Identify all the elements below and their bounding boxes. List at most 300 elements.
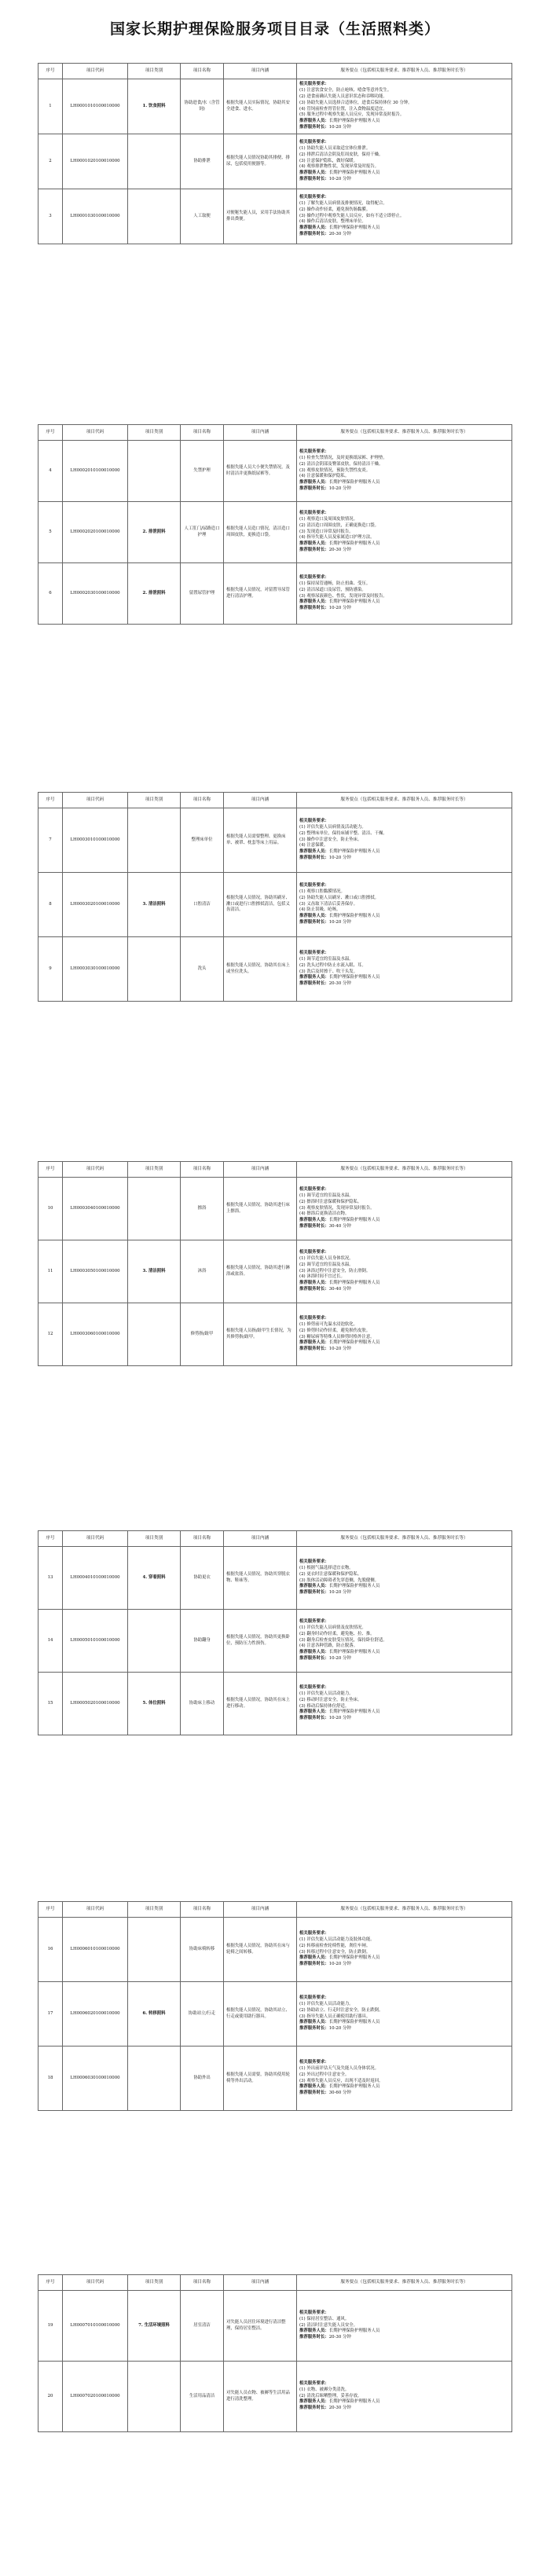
header-notes: 服务要点（包括相关服务要求、推荐服务人员、推荐服务时长等） bbox=[297, 64, 512, 79]
project-content: 根据失能人员情况，协助其穿脱衣物、鞋袜等。 bbox=[224, 1547, 297, 1610]
duration-label: 推荐服务时长： bbox=[299, 2406, 329, 2411]
requirement-item: (4) 观察排泄物性状，发现异常及时报告。 bbox=[299, 164, 379, 170]
staff-label: 推荐服务人员： bbox=[299, 1281, 329, 1286]
requirements-label: 相关服务要求： bbox=[299, 883, 329, 889]
recommended-staff bbox=[299, 1281, 509, 1287]
service-notes bbox=[297, 1303, 512, 1366]
project-content: 对失能人员衣物、被褥等生活用品进行清洗整理。 bbox=[224, 2362, 297, 2432]
requirement-item: (3) 义齿取下清洁后妥善保存。 bbox=[299, 901, 358, 907]
staff-label: 推荐服务人员： bbox=[299, 225, 329, 231]
staff-value: 长期护理保险护理服务人员 bbox=[328, 480, 380, 486]
requirement-item: (2) 排泄后清洁会阴及肛周皮肤，保持干燥。 bbox=[299, 152, 383, 157]
recommended-duration bbox=[299, 606, 509, 612]
staff-label: 推荐服务人员： bbox=[299, 599, 329, 605]
table-row bbox=[38, 1547, 512, 1610]
duration-label: 推荐服务时长： bbox=[299, 1656, 329, 1662]
project-code: LH0003010100010000 bbox=[63, 808, 128, 873]
service-notes bbox=[297, 1982, 512, 2047]
table-row bbox=[38, 134, 512, 189]
staff-value: 长期护理保险护理服务人员 bbox=[328, 1650, 380, 1655]
staff-value: 长期护理保险护理服务人员 bbox=[328, 2329, 380, 2334]
header-code: 项目代码 bbox=[63, 1902, 128, 1918]
row-number: 5 bbox=[38, 502, 63, 563]
project-name: 整理床单位 bbox=[181, 808, 224, 873]
project-code: LH0003030100010000 bbox=[63, 937, 128, 1002]
requirement-item: (4) 操作后清洁皮肤，整理床单位。 bbox=[299, 219, 366, 225]
requirement-item: (2) 协助站立、行走时注意安全，防止跌倒。 bbox=[299, 2007, 383, 2013]
header-no: 序号 bbox=[38, 1902, 63, 1918]
recommended-duration bbox=[299, 1962, 509, 1968]
project-name: 失禁护理 bbox=[181, 441, 224, 502]
recommended-staff bbox=[299, 2084, 509, 2090]
project-name: 留置尿管护理 bbox=[181, 563, 224, 625]
row-number: 6 bbox=[38, 563, 63, 625]
project-content: 根据失能人员情况，协助其在床上或坐位洗头。 bbox=[224, 937, 297, 1002]
requirement-item: (1) 外出前评估天气及失能人员身体状况。 bbox=[299, 2065, 379, 2071]
table-header-row bbox=[38, 1902, 512, 1918]
staff-value: 长期护理保险护理服务人员 bbox=[328, 1281, 380, 1286]
project-name: 协助外出 bbox=[181, 2047, 224, 2111]
requirement-item: (4) 指导失能人员及家属造口护理方法。 bbox=[299, 535, 375, 540]
header-category: 项目类别 bbox=[128, 2275, 181, 2291]
requirement-item: (1) 检查失禁情况，及时更换纸尿裤、护理垫。 bbox=[299, 455, 387, 460]
project-name: 口腔清洁 bbox=[181, 873, 224, 937]
row-number: 11 bbox=[38, 1240, 63, 1303]
requirements-label: 相关服务要求： bbox=[299, 1619, 329, 1625]
header-name: 项目名称 bbox=[181, 1531, 224, 1547]
project-category: 3. 清洁照料 bbox=[128, 873, 181, 937]
requirements-label: 相关服务要求： bbox=[299, 511, 329, 516]
row-number: 17 bbox=[38, 1982, 63, 2047]
table-row bbox=[38, 2291, 512, 2362]
requirement-item: (4) 擦浴后更换清洁衣物。 bbox=[299, 1211, 350, 1217]
requirement-item: (3) 翻身后检查皮肤受压情况，保持卧位舒适。 bbox=[299, 1637, 387, 1643]
recommended-staff bbox=[299, 975, 509, 981]
project-content: 根据失能人员需要整理、更换床单、被罩、枕套等床上用品。 bbox=[224, 808, 297, 873]
project-category: 4. 穿着照料 bbox=[128, 1547, 181, 1610]
requirement-item: (2) 洗头过程中防止水流入眼、耳。 bbox=[299, 962, 366, 968]
staff-label: 推荐服务人员： bbox=[299, 1584, 329, 1589]
staff-label: 推荐服务人员： bbox=[299, 914, 329, 919]
project-content: 根据失能人员情况协助其排便、排尿，包括使用便器等。 bbox=[224, 134, 297, 189]
project-code: LH0003040100010000 bbox=[63, 1178, 128, 1240]
service-notes bbox=[297, 189, 512, 244]
requirements-label: 相关服务要求： bbox=[299, 195, 329, 200]
row-number: 4 bbox=[38, 441, 63, 502]
duration-label: 推荐服务时长： bbox=[299, 981, 329, 987]
recommended-staff bbox=[299, 119, 509, 125]
project-name: 协助站立/行走 bbox=[181, 1982, 224, 2047]
header-notes: 服务要点（包括相关服务要求、推荐服务人员、推荐服务时长等） bbox=[297, 1902, 512, 1918]
requirements-label: 相关服务要求： bbox=[299, 449, 329, 455]
duration-value: 10-20 分钟 bbox=[328, 1347, 351, 1352]
duration-value: 20-30 分钟 bbox=[328, 548, 351, 553]
requirement-item: (4) 注意保暖。 bbox=[299, 843, 328, 848]
requirement-item: (1) 评估失能人员病情及皮肤情况。 bbox=[299, 1625, 366, 1630]
recommended-duration bbox=[299, 177, 509, 183]
project-code: LH0003060100010000 bbox=[63, 1303, 128, 1366]
recommended-duration bbox=[299, 920, 509, 926]
requirement-item: (1) 调节适宜的室温及水温。 bbox=[299, 956, 354, 962]
requirement-item: (3) 发现造口异常及时报告。 bbox=[299, 529, 354, 534]
table-row bbox=[38, 1982, 512, 2047]
requirement-item: (1) 协助失能人员采取适宜体位排泄。 bbox=[299, 145, 371, 151]
header-code: 项目代码 bbox=[63, 64, 128, 79]
requirement-item: (3) 沐浴过程中注意安全，防止滑倒。 bbox=[299, 1268, 371, 1273]
row-number: 15 bbox=[38, 1673, 63, 1735]
header-notes: 服务要点（包括相关服务要求、推荐服务人员、推荐服务时长等） bbox=[297, 2275, 512, 2291]
duration-label: 推荐服务时长： bbox=[299, 232, 329, 237]
project-name: 协助进食/水（含管饲) bbox=[181, 79, 224, 134]
recommended-staff bbox=[299, 2020, 509, 2026]
requirement-item: (2) 整理床单位，保持床铺平整、清洁、干燥。 bbox=[299, 830, 387, 836]
recommended-duration bbox=[299, 1656, 509, 1662]
project-category bbox=[128, 808, 181, 873]
recommended-duration bbox=[299, 1347, 509, 1353]
table-header-row bbox=[38, 1162, 512, 1178]
requirement-item: (5) 服务过程中观察失能人员反应，发现异常及时报告。 bbox=[299, 112, 405, 118]
requirements-label: 相关服务要求： bbox=[299, 1685, 329, 1691]
duration-value: 20-30 分钟 bbox=[328, 232, 351, 237]
duration-label: 推荐服务时长： bbox=[299, 1590, 329, 1596]
project-name: 协助排泄 bbox=[181, 134, 224, 189]
staff-value: 长期护理保险护理服务人员 bbox=[328, 1218, 380, 1223]
project-category: 6. 转移照料 bbox=[128, 1982, 181, 2047]
requirement-item: (1) 修剪前可先温水浸泡软化。 bbox=[299, 1321, 358, 1327]
table-row bbox=[38, 937, 512, 1002]
row-number: 18 bbox=[38, 2047, 63, 2111]
table-row bbox=[38, 502, 512, 563]
header-code: 项目代码 bbox=[63, 1531, 128, 1547]
header-category: 项目类别 bbox=[128, 1162, 181, 1178]
row-number: 13 bbox=[38, 1547, 63, 1610]
row-number: 3 bbox=[38, 189, 63, 244]
recommended-staff bbox=[299, 1340, 509, 1347]
staff-label: 推荐服务人员： bbox=[299, 541, 329, 547]
service-notes bbox=[297, 441, 512, 502]
service-notes bbox=[297, 1610, 512, 1673]
project-code: LH0002020100010000 bbox=[63, 502, 128, 563]
staff-value: 长期护理保险护理服务人员 bbox=[328, 2399, 380, 2405]
staff-value: 长期护理保险护理服务人员 bbox=[328, 1955, 380, 1961]
project-category bbox=[128, 2362, 181, 2432]
staff-label: 推荐服务人员： bbox=[299, 119, 329, 124]
recommended-staff bbox=[299, 225, 509, 232]
recommended-staff bbox=[299, 914, 509, 920]
header-no: 序号 bbox=[38, 64, 63, 79]
row-number: 7 bbox=[38, 808, 63, 873]
table-row bbox=[38, 1303, 512, 1366]
project-content: 根据失能人员情况，对留置导尿管进行清洁护理。 bbox=[224, 563, 297, 625]
service-notes bbox=[297, 808, 512, 873]
project-code: LH0002010100010000 bbox=[63, 441, 128, 502]
staff-label: 推荐服务人员： bbox=[299, 849, 329, 855]
header-code: 项目代码 bbox=[63, 2275, 128, 2291]
project-category: 7. 生活环境照料 bbox=[128, 2291, 181, 2362]
header-code: 项目代码 bbox=[63, 1162, 128, 1178]
requirement-item: (1) 保持尿管通畅，防止扭曲、受压。 bbox=[299, 581, 371, 586]
requirement-item: (2) 清洁造口周围皮肤，正确更换造口袋。 bbox=[299, 522, 379, 528]
requirement-item: (2) 转移前检查轮椅性能，刹住车闸。 bbox=[299, 1943, 371, 1948]
requirement-item: (3) 观察皮肤情况，发现异常及时报告。 bbox=[299, 1205, 375, 1211]
staff-value: 长期护理保险护理服务人员 bbox=[328, 541, 380, 547]
staff-label: 推荐服务人员： bbox=[299, 1955, 329, 1961]
project-code: LH0001030100010000 bbox=[63, 189, 128, 244]
header-code: 项目代码 bbox=[63, 425, 128, 441]
duration-value: 10-20 分钟 bbox=[328, 486, 351, 492]
table-row bbox=[38, 2362, 512, 2432]
duration-label: 推荐服务时长： bbox=[299, 1962, 329, 1967]
requirement-item: (3) 转移过程中注意安全，防止跌倒。 bbox=[299, 1949, 371, 1955]
staff-value: 长期护理保险护理服务人员 bbox=[328, 599, 380, 605]
staff-label: 推荐服务人员： bbox=[299, 2084, 329, 2090]
requirement-item: (3) 移动后保持体位舒适。 bbox=[299, 1703, 350, 1709]
staff-value: 长期护理保险护理服务人员 bbox=[328, 2020, 380, 2025]
duration-label: 推荐服务时长： bbox=[299, 920, 329, 925]
project-category bbox=[128, 1178, 181, 1240]
row-number: 16 bbox=[38, 1918, 63, 1982]
requirements-label: 相关服务要求： bbox=[299, 575, 329, 581]
header-category: 项目类别 bbox=[128, 1531, 181, 1547]
table-row bbox=[38, 441, 512, 502]
project-content: 根据失能人员情况，协助其在床与轮椅之间转移。 bbox=[224, 1918, 297, 1982]
table-row bbox=[38, 808, 512, 873]
row-number: 20 bbox=[38, 2362, 63, 2432]
project-content: 根据失能人员情况，协助其刷牙、漱口或进行口腔擦拭清洁，包括义齿清洁。 bbox=[224, 873, 297, 937]
project-code: LH0005020100010000 bbox=[63, 1673, 128, 1735]
project-name: 协助床椅转移 bbox=[181, 1918, 224, 1982]
requirement-item: (1) 保持居室整洁、通风。 bbox=[299, 2316, 350, 2321]
catalog-table bbox=[38, 1530, 512, 1735]
duration-label: 推荐服务时长： bbox=[299, 1287, 329, 1292]
project-name: 沐浴 bbox=[181, 1240, 224, 1303]
recommended-staff bbox=[299, 599, 509, 606]
recommended-duration bbox=[299, 2335, 509, 2341]
row-number: 14 bbox=[38, 1610, 63, 1673]
project-code: LH0007010100010000 bbox=[63, 2291, 128, 2362]
catalog-table bbox=[38, 792, 512, 1002]
duration-label: 推荐服务时长： bbox=[299, 124, 329, 130]
requirement-item: (2) 修剪时动作轻柔，避免损伤皮肤。 bbox=[299, 1328, 371, 1333]
requirement-item: (1) 评估失能人员活动能力。 bbox=[299, 1691, 354, 1696]
project-category bbox=[128, 1610, 181, 1673]
catalog-table bbox=[38, 1901, 512, 2111]
project-name: 修剪指/趾甲 bbox=[181, 1303, 224, 1366]
requirement-item: (3) 洗后及时擦干、吹干头发。 bbox=[299, 969, 358, 974]
project-category: 5. 体位照料 bbox=[128, 1673, 181, 1735]
staff-label: 推荐服务人员： bbox=[299, 480, 329, 486]
project-content: 根据失能人员情况，协助其进行淋浴或盆浴。 bbox=[224, 1240, 297, 1303]
requirement-item: (2) 清洁时注意失能人员安全。 bbox=[299, 2322, 358, 2328]
project-code: LH0006010100010000 bbox=[63, 1918, 128, 1982]
duration-value: 10-20 分钟 bbox=[328, 177, 351, 182]
catalog-table bbox=[38, 1161, 512, 1366]
requirement-item: (2) 清洗后晾晒整理，妥善存放。 bbox=[299, 2393, 362, 2398]
duration-label: 推荐服务时长： bbox=[299, 1347, 329, 1352]
duration-value: 30-40 分钟 bbox=[328, 1224, 351, 1229]
table-row bbox=[38, 1918, 512, 1982]
recommended-staff bbox=[299, 541, 509, 548]
project-code: LH0006030100010000 bbox=[63, 2047, 128, 2111]
recommended-duration bbox=[299, 1287, 509, 1293]
header-no: 序号 bbox=[38, 1531, 63, 1547]
requirement-item: (3) 指导失能人员正确使用助行器具。 bbox=[299, 2014, 371, 2019]
table-row bbox=[38, 1240, 512, 1303]
recommended-staff bbox=[299, 1650, 509, 1656]
table-header-row bbox=[38, 425, 512, 441]
requirement-item: (2) 清洁尿道口及尿管，预防感染。 bbox=[299, 587, 366, 592]
recommended-duration bbox=[299, 1716, 509, 1722]
table-row bbox=[38, 873, 512, 937]
project-name: 人工肛门/尿路造口护理 bbox=[181, 502, 224, 563]
row-number: 9 bbox=[38, 937, 63, 1002]
recommended-staff bbox=[299, 1955, 509, 1962]
table-header-row bbox=[38, 793, 512, 808]
header-notes: 服务要点（包括相关服务要求、推荐服务人员、推荐服务时长等） bbox=[297, 1162, 512, 1178]
requirements-label: 相关服务要求： bbox=[299, 1559, 329, 1565]
service-notes bbox=[297, 1178, 512, 1240]
project-category: 3. 清洁照料 bbox=[128, 1240, 181, 1303]
project-content: 根据失能人员情况，协助其站立、行走或使用助行器具。 bbox=[224, 1982, 297, 2047]
project-category: 1. 饮食照料 bbox=[128, 79, 181, 134]
project-content: 根据失能人员情况，协助其在床上进行移动。 bbox=[224, 1673, 297, 1735]
requirement-item: (2) 进食前确认失能人员意识状态和吞咽功能。 bbox=[299, 93, 387, 99]
staff-value: 长期护理保险护理服务人员 bbox=[328, 225, 380, 231]
project-content: 根据失能人员情况，协助其更换卧位，预防压力性损伤。 bbox=[224, 1610, 297, 1673]
header-category: 项目类别 bbox=[128, 1902, 181, 1918]
project-category bbox=[128, 134, 181, 189]
recommended-staff bbox=[299, 480, 509, 486]
project-content: 对便秘失能人员，采用手法协助其排出粪便。 bbox=[224, 189, 297, 244]
project-code: LH0003050100010000 bbox=[63, 1240, 128, 1303]
duration-value: 10-20 分钟 bbox=[328, 920, 351, 925]
project-code: LH0002030100010000 bbox=[63, 563, 128, 625]
staff-value: 长期护理保险护理服务人员 bbox=[328, 975, 380, 980]
table-row bbox=[38, 1673, 512, 1735]
recommended-duration bbox=[299, 981, 509, 988]
staff-label: 推荐服务人员： bbox=[299, 975, 329, 980]
requirement-item: (2) 清洁会阴部及臀部皮肤，保持清洁干燥。 bbox=[299, 461, 383, 467]
duration-value: 10-20 分钟 bbox=[328, 1962, 351, 1967]
project-code: LH0005010100010000 bbox=[63, 1610, 128, 1673]
project-content: 根据失能人员造口情况，清洁造口周围皮肤，更换造口袋。 bbox=[224, 502, 297, 563]
row-number: 10 bbox=[38, 1178, 63, 1240]
requirement-item: (1) 评估失能人员活动能力及肢体功能。 bbox=[299, 1937, 375, 1942]
recommended-duration bbox=[299, 232, 509, 238]
service-notes bbox=[297, 873, 512, 937]
project-content: 根据失能人员实际情况，协助其安全进食、进水。 bbox=[224, 79, 297, 134]
table-row bbox=[38, 1178, 512, 1240]
header-content: 项目内涵 bbox=[224, 425, 297, 441]
duration-value: 10-20 分钟 bbox=[328, 1716, 351, 1721]
project-code: LH0006020100010000 bbox=[63, 1982, 128, 2047]
table-header-row bbox=[38, 64, 512, 79]
staff-value: 长期护理保险护理服务人员 bbox=[328, 849, 380, 855]
staff-value: 长期护理保险护理服务人员 bbox=[328, 1709, 380, 1715]
duration-value: 30-40 分钟 bbox=[328, 1287, 351, 1292]
requirement-item: (1) 衣物、被褥分类清洗。 bbox=[299, 2387, 350, 2392]
staff-value: 长期护理保险护理服务人员 bbox=[328, 2084, 380, 2090]
requirement-item: (1) 调节适宜的室温及水温。 bbox=[299, 1193, 354, 1198]
row-number: 2 bbox=[38, 134, 63, 189]
project-content: 对失能人员居住环境进行清洁整理，保持居室整洁。 bbox=[224, 2291, 297, 2362]
requirement-item: (4) 管饲前检查胃管位置，注入食物温度适宜。 bbox=[299, 106, 387, 112]
project-category: 2. 排泄照料 bbox=[128, 502, 181, 563]
table-row bbox=[38, 2047, 512, 2111]
recommended-duration bbox=[299, 1224, 509, 1230]
project-name: 擦浴 bbox=[181, 1178, 224, 1240]
duration-value: 10-20 分钟 bbox=[328, 856, 351, 861]
project-content: 根据失能人员指/趾甲生长情况，为其修剪指/趾甲。 bbox=[224, 1303, 297, 1366]
service-notes bbox=[297, 1918, 512, 1982]
duration-label: 推荐服务时长： bbox=[299, 856, 329, 861]
requirement-item: (2) 操作动作轻柔，避免损伤肠黏膜。 bbox=[299, 207, 371, 212]
header-name: 项目名称 bbox=[181, 64, 224, 79]
project-name: 协助翻身 bbox=[181, 1610, 224, 1673]
requirement-item: (1) 评估失能人员活动能力。 bbox=[299, 2001, 354, 2006]
header-no: 序号 bbox=[38, 793, 63, 808]
project-code: LH0004010100010000 bbox=[63, 1547, 128, 1610]
project-code: LH0003020100010000 bbox=[63, 873, 128, 937]
project-category bbox=[128, 189, 181, 244]
row-number: 12 bbox=[38, 1303, 63, 1366]
project-category bbox=[128, 1303, 181, 1366]
staff-label: 推荐服务人员： bbox=[299, 1650, 329, 1655]
header-category: 项目类别 bbox=[128, 64, 181, 79]
table-row bbox=[38, 189, 512, 244]
staff-value: 长期护理保险护理服务人员 bbox=[328, 170, 380, 176]
requirements-label: 相关服务要求： bbox=[299, 1931, 329, 1937]
recommended-duration bbox=[299, 548, 509, 554]
staff-label: 推荐服务人员： bbox=[299, 170, 329, 176]
project-name: 人工取便 bbox=[181, 189, 224, 244]
requirement-item: (1) 评估失能人员病情及活动能力。 bbox=[299, 824, 366, 830]
recommended-staff bbox=[299, 1218, 509, 1224]
header-no: 序号 bbox=[38, 1162, 63, 1178]
requirement-item: (2) 移动时注意安全，防止坠床。 bbox=[299, 1697, 362, 1702]
requirements-label: 相关服务要求： bbox=[299, 140, 329, 145]
header-notes: 服务要点（包括相关服务要求、推荐服务人员、推荐服务时长等） bbox=[297, 425, 512, 441]
requirements-label: 相关服务要求： bbox=[299, 2310, 329, 2315]
requirement-item: (3) 观察失能人员反应，出现不适及时返回。 bbox=[299, 2078, 383, 2083]
recommended-duration bbox=[299, 2026, 509, 2032]
header-category: 项目类别 bbox=[128, 425, 181, 441]
header-content: 项目内涵 bbox=[224, 2275, 297, 2291]
requirements-label: 相关服务要求： bbox=[299, 951, 329, 956]
header-name: 项目名称 bbox=[181, 425, 224, 441]
header-no: 序号 bbox=[38, 425, 63, 441]
requirement-item: (1) 观察口腔黏膜情况。 bbox=[299, 889, 345, 894]
service-notes bbox=[297, 134, 512, 189]
duration-label: 推荐服务时长： bbox=[299, 1716, 329, 1721]
project-category bbox=[128, 2047, 181, 2111]
duration-label: 推荐服务时长： bbox=[299, 177, 329, 182]
staff-value: 长期护理保险护理服务人员 bbox=[328, 1584, 380, 1589]
requirement-item: (2) 调节适宜的室温及水温。 bbox=[299, 1262, 354, 1267]
requirements-label: 相关服务要求： bbox=[299, 2060, 329, 2065]
project-category bbox=[128, 1918, 181, 1982]
requirement-item: (2) 更衣时注意保暖和保护隐私。 bbox=[299, 1571, 362, 1577]
staff-label: 推荐服务人员： bbox=[299, 2020, 329, 2025]
catalog-table bbox=[38, 2274, 512, 2432]
table-row bbox=[38, 79, 512, 134]
table-row bbox=[38, 563, 512, 625]
table-header-row bbox=[38, 1531, 512, 1547]
row-number: 19 bbox=[38, 2291, 63, 2362]
project-content: 根据失能人员需要，协助其使用轮椅等外出活动。 bbox=[224, 2047, 297, 2111]
staff-label: 推荐服务人员： bbox=[299, 2399, 329, 2405]
service-notes bbox=[297, 1240, 512, 1303]
